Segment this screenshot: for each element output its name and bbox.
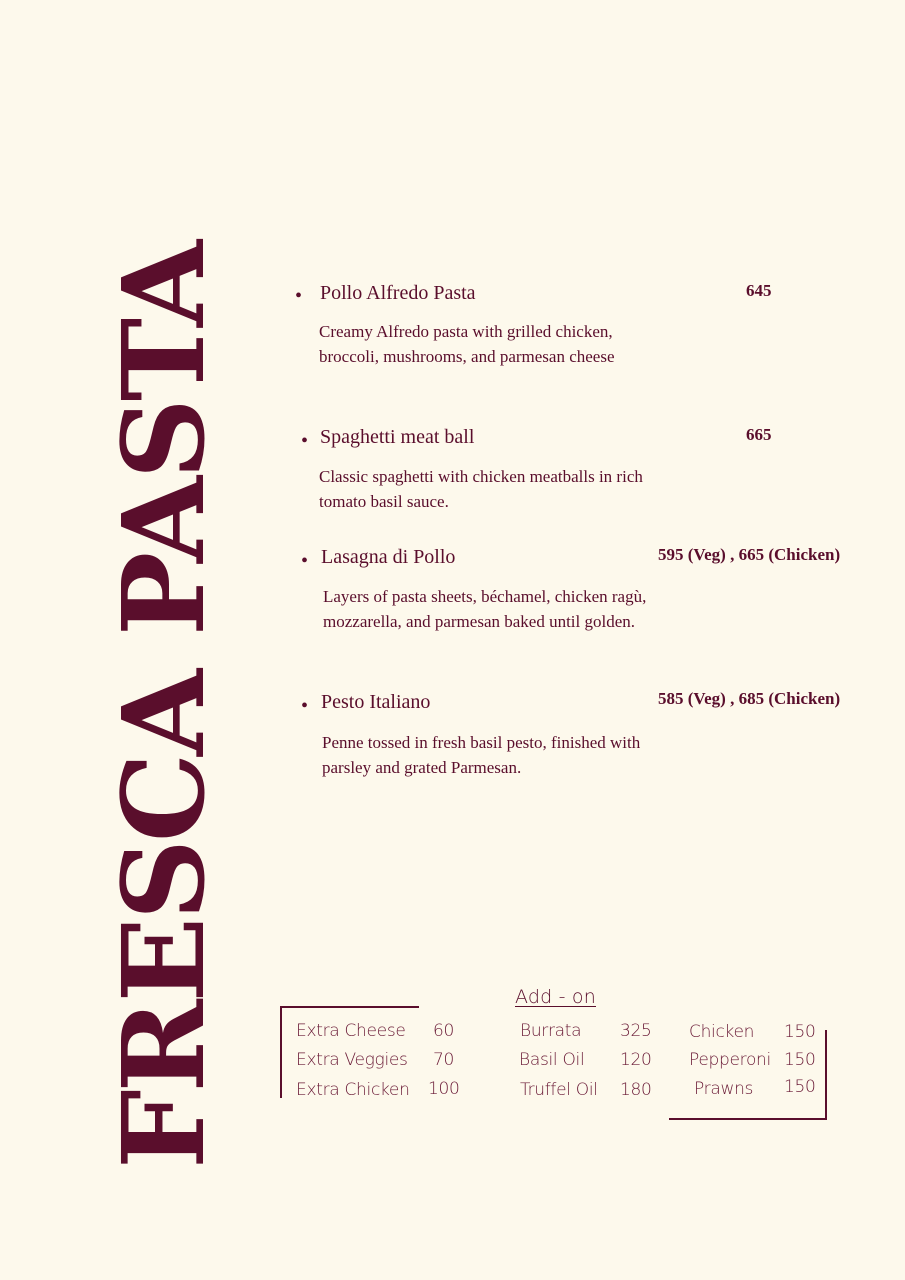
item-description: Penne tossed in fresh basil pesto, finished with parsley and grated Parmesan. — [322, 733, 641, 777]
item-name: Spaghetti meat ball — [320, 426, 475, 448]
addon-name: Truffel Oil — [520, 1080, 598, 1100]
item-price: 595 (Veg) , 665 (Chicken) — [658, 545, 841, 564]
bullet-icon: • — [301, 550, 309, 572]
addon-name: Burrata — [520, 1021, 582, 1041]
addon-price: 325 — [620, 1021, 652, 1041]
item-name: Lasagna di Pollo — [321, 546, 456, 568]
addon-price: 180 — [620, 1080, 652, 1100]
addon-name: Chicken — [689, 1022, 755, 1042]
addon-price: 150 — [784, 1022, 816, 1042]
item-price: 645 — [746, 281, 772, 300]
bullet-icon: • — [301, 430, 309, 452]
addon-name: Extra Chicken — [296, 1080, 410, 1100]
addon-name: Basil Oil — [519, 1050, 585, 1070]
item-description: Classic spaghetti with chicken meatballs in rich tomato basil sauce. — [319, 467, 643, 511]
item-price: 665 — [746, 425, 772, 444]
item-description: Layers of pasta sheets, béchamel, chicken ragù, mozzarella, and parmesan baked until golden. — [323, 587, 647, 631]
addon-price: 100 — [428, 1079, 460, 1099]
addon-heading: Add - on — [515, 986, 596, 1008]
addon-price: 70 — [433, 1050, 455, 1070]
item-description: Creamy Alfredo pasta with grilled chicken, broccoli, mushrooms, and parmesan cheese — [319, 322, 615, 366]
addon-price: 60 — [433, 1021, 455, 1041]
addon-name: Extra Cheese — [296, 1021, 406, 1041]
addon-name: Prawns — [694, 1079, 754, 1099]
addon-frame-right — [669, 1030, 827, 1120]
item-name: Pesto Italiano — [321, 691, 431, 713]
addon-price: 150 — [784, 1077, 816, 1097]
bullet-icon: • — [295, 285, 303, 307]
bullet-icon: • — [301, 695, 309, 717]
addon-price: 150 — [784, 1050, 816, 1070]
menu-title: FRESCA PASTA — [99, 243, 230, 1169]
addon-name: Extra Veggies — [296, 1050, 408, 1070]
addon-name: Pepperoni — [689, 1050, 771, 1070]
addon-price: 120 — [620, 1050, 652, 1070]
item-price: 585 (Veg) , 685 (Chicken) — [658, 689, 841, 708]
item-name: Pollo Alfredo Pasta — [320, 282, 476, 304]
